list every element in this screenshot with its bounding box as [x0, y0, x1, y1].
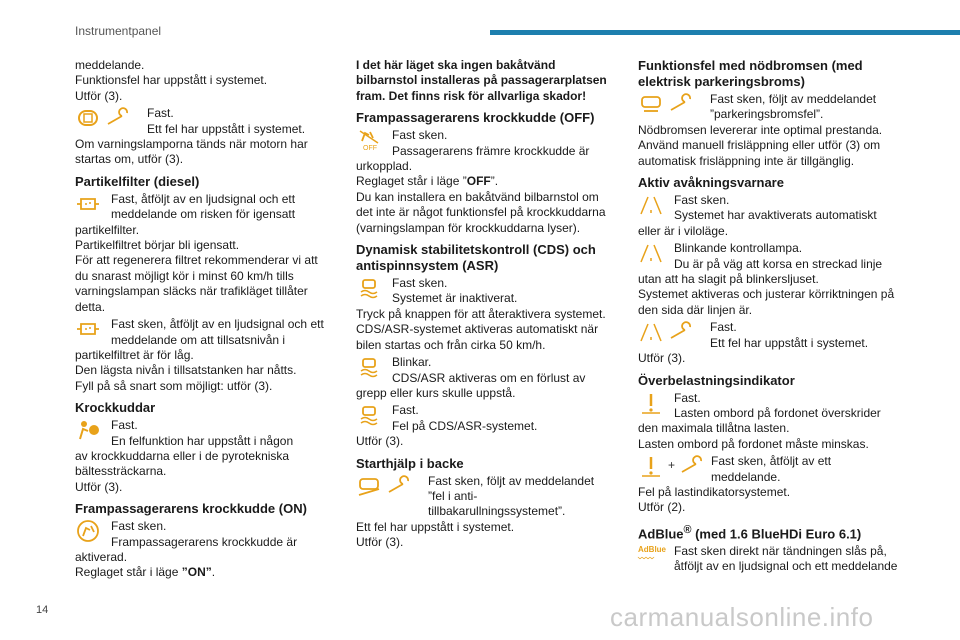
plus-sign: + — [668, 458, 676, 473]
header-accent-bar — [490, 30, 960, 35]
child-seat-warning: I det här läget ska ingen bakåtvänd bilbarnstol installeras på passagerarplatsen fram. Det finns risk för allvarliga skador! — [356, 58, 607, 103]
indicator-state: Blinkande kontrollampa. — [674, 241, 803, 256]
particle-filter-icon — [75, 193, 101, 215]
adblue-heading-suffix: (med 1.6 BlueHDi Euro 6.1) — [691, 526, 862, 542]
indicator-desc: åtföljt av en ljudsignal och ett meddelande — [674, 559, 898, 574]
indicator-desc: Ett fel har uppstått i systemet. — [147, 121, 306, 136]
column-3 — [638, 58, 900, 575]
indicator-cont: utan att ha slagit på blinkersljuset. — [638, 272, 819, 287]
wrench-icon — [105, 107, 131, 129]
indicator-cont: Om varningslamporna tänds när motorn har startas om, utför (3). — [75, 137, 308, 167]
lane-departure-icon — [638, 321, 664, 343]
indicator-desc: Frampassagerarens krockkudde är — [111, 534, 298, 549]
indicator-desc: meddelande. — [711, 469, 781, 484]
indicator-cont: partikelfilter. — [75, 222, 140, 237]
indicator-cont: partikelfiltret är för låg. — [75, 347, 194, 362]
indicator-row — [75, 519, 333, 550]
indicator-row — [638, 391, 900, 422]
indicator-state: Fast. — [111, 418, 138, 433]
indicator-row — [75, 192, 333, 223]
indicator-cont: grepp eller kurs skulle uppstå. — [356, 385, 516, 400]
overload-warning-icon — [638, 455, 664, 477]
section-heading-airbags: Krockkuddar — [75, 400, 156, 416]
section-heading-hill-start: Starthjälp i backe — [356, 455, 464, 471]
indicator-desc: Passagerarens främre krockkudde är — [392, 143, 590, 158]
passenger-airbag-on-icon — [75, 520, 101, 542]
indicator-row — [75, 418, 333, 449]
dsc-skid-icon — [356, 356, 382, 378]
indicator-cont: Utför (3). — [75, 479, 123, 494]
indicator-cont: Nödbromsen levererar inte optimal prestanda. — [638, 122, 883, 137]
indicator-desc: Fast, åtföljt av en ljudsignal och ett meddelande om risken för igensatt — [111, 191, 296, 222]
indicator-state: Fast. — [710, 320, 737, 335]
page-number: 14 — [36, 604, 49, 616]
dsc-fault-icon — [356, 404, 382, 426]
indicator-desc: Fast sken, följt av meddelandet ”parkeringsbromsfel”. — [710, 92, 877, 122]
indicator-cont: Systemet aktiveras och justerar körriktningen på den sida där linjen är. — [638, 287, 895, 317]
particle-filter-icon — [75, 318, 101, 340]
indicator-desc: Systemet har avaktiverats automatiskt — [674, 208, 877, 223]
indicator-row — [356, 276, 614, 307]
engine-fault-icon — [75, 107, 101, 129]
indicator-cont: Den lägsta nivån i tillsatstanken har nåtts. — [75, 363, 297, 378]
switch-position-value: ”ON” — [181, 565, 212, 580]
indicator-cont: För att regenerera filtret rekommenderar vi att du snarast möjligt kör i minst 60 km/h tills varningslampan släcks när trafikläget tillåter detta. — [75, 253, 318, 314]
brake-fault-icon — [638, 93, 664, 115]
section-heading-lane-departure: Aktiv avåkningsvarnare — [638, 175, 784, 191]
indicator-row — [638, 454, 900, 485]
intro-line: Funktionsfel har uppstått i systemet. — [75, 73, 268, 88]
hill-start-icon — [356, 475, 382, 497]
indicator-row — [75, 106, 333, 137]
indicator-state: Fast sken. — [674, 193, 730, 208]
indicator-cont: Använd manuell frisläppning eller utför (3) om automatisk frisläppning inte är tillgänglig. — [638, 138, 881, 168]
indicator-desc: Fel på CDS/ASR-systemet. — [392, 418, 538, 433]
overload-warning-icon — [638, 392, 664, 414]
indicator-cont: av krockkuddarna eller i de pyrotekniska bältessträckarna. — [75, 448, 290, 479]
indicator-cont: CDS/ASR-systemet aktiveras automatiskt när bilen startas och från cirka 50 km/h. — [356, 322, 599, 352]
indicator-state: Fast sken direkt när tändningen slås på, — [674, 544, 887, 559]
indicator-desc: Fast sken, följt av meddelandet ”fel i anti-tillbakarullningssystemet”. — [428, 473, 595, 519]
indicator-desc: CDS/ASR aktiveras om en förlust av — [392, 370, 586, 385]
punctuation: ”. — [490, 174, 499, 189]
indicator-desc: Systemet är inaktiverat. — [392, 291, 518, 306]
header-title: Instrumentpanel — [75, 24, 162, 38]
indicator-row — [356, 474, 614, 520]
column-2 — [356, 58, 614, 551]
indicator-desc: Du är på väg att korsa en streckad linje — [674, 256, 883, 271]
indicator-cont: Utför (3). — [638, 351, 686, 366]
airbag-icon — [75, 419, 101, 441]
section-heading-dpf: Partikelfilter (diesel) — [75, 173, 200, 189]
indicator-row — [356, 128, 614, 159]
indicator-row — [356, 403, 614, 434]
indicator-state: Fast sken, åtföljt av ett — [711, 454, 832, 469]
indicator-row — [638, 544, 900, 575]
indicator-state: Fast. — [147, 106, 174, 121]
section-heading-overload: Överbelastningsindikator — [638, 372, 795, 388]
indicator-cont: Utför (3). — [356, 434, 404, 449]
dsc-off-icon — [356, 277, 382, 299]
indicator-state: Fast sken. — [392, 276, 448, 291]
intro-line: Utför (3). — [75, 88, 123, 103]
section-heading-passenger-airbag-off: Frampassagerarens krockkudde (OFF) — [356, 110, 595, 126]
adblue-heading-text: AdBlue — [638, 526, 684, 542]
indicator-cont: Fyll på så snart som möjligt: utför (3). — [75, 378, 273, 393]
indicator-row — [638, 320, 900, 351]
section-heading-dsc-asr: Dynamisk stabilitetskontroll (CDS) och antispinnsystem (ASR) — [356, 242, 596, 274]
indicator-row — [638, 92, 900, 123]
indicator-state: Blinkar. — [392, 355, 432, 370]
indicator-cont: Tryck på knappen för att återaktivera systemet. — [356, 306, 606, 321]
adblue-icon-label: AdBlue — [638, 545, 666, 555]
indicator-desc: Fast sken, åtföljt av en ljudsignal och ett meddelande om att tillsatsnivån i — [111, 317, 324, 347]
indicator-desc: En felfunktion har uppstått i någon — [111, 433, 294, 448]
indicator-cont: Ett fel har uppstått i systemet. — [356, 519, 515, 534]
wrench-icon — [679, 455, 705, 477]
indicator-row — [638, 193, 900, 224]
indicator-cont: eller är i viloläge. — [638, 223, 729, 238]
registered-mark: ® — [683, 523, 692, 536]
indicator-cont: urkopplad. — [356, 159, 413, 174]
indicator-cont — [75, 565, 333, 580]
punctuation: . — [211, 565, 216, 580]
watermark: carmanualsonline.info — [610, 602, 874, 632]
indicator-state: Fast. — [392, 403, 419, 418]
indicator-cont: Lasten ombord på fordonet måste minskas. — [638, 436, 869, 451]
indicator-cont: aktiverad. — [75, 549, 128, 564]
indicator-row — [638, 241, 900, 272]
indicator-desc: Ett fel har uppstått i systemet. — [710, 335, 869, 350]
off-label: OFF — [363, 145, 377, 152]
wrench-icon — [668, 93, 694, 115]
indicator-cont: den maximala tillåtna lasten. — [638, 421, 790, 436]
indicator-state: Fast. — [674, 390, 701, 405]
indicator-desc: Lasten ombord på fordonet överskrider — [674, 405, 881, 420]
intro-line: meddelande. — [75, 58, 145, 72]
indicator-state: Fast sken. — [392, 128, 448, 143]
column-1 — [75, 58, 333, 581]
indicator-cont: Du kan installera en bakåtvänd bilbarnstol om det inte är något funktionsfel på krockkuddarna (varningslampan för krockkuddarna lyser). — [356, 189, 606, 235]
section-heading-emergency-brake: Funktionsfel med nödbromsen (med elektrisk parkeringsbroms) — [638, 58, 863, 89]
section-heading-adblue — [638, 522, 900, 542]
wrench-icon — [386, 475, 412, 497]
indicator-row — [75, 317, 333, 348]
switch-position-text: Reglaget står i läge — [75, 565, 182, 580]
adblue-icon: AdBlue 〰〰 — [638, 545, 666, 564]
indicator-cont: Utför (2). — [638, 500, 686, 515]
indicator-state: Fast sken. — [111, 519, 167, 534]
indicator-cont: Utför (3). — [356, 535, 404, 550]
lane-departure-icon — [638, 194, 664, 216]
indicator-cont: Fel på lastindikatorsystemet. — [638, 484, 791, 499]
indicator-row — [356, 355, 614, 386]
passenger-airbag-off-icon — [356, 129, 382, 151]
indicator-cont: Partikelfiltret börjar bli igensatt. — [75, 238, 240, 253]
wrench-icon — [668, 321, 694, 343]
indicator-cont — [356, 174, 614, 189]
lane-departure-icon — [638, 242, 664, 264]
section-heading-passenger-airbag-on: Frampassagerarens krockkudde (ON) — [75, 501, 307, 517]
switch-position-text: Reglaget står i läge ” — [356, 174, 467, 189]
switch-position-value: OFF — [466, 174, 491, 189]
